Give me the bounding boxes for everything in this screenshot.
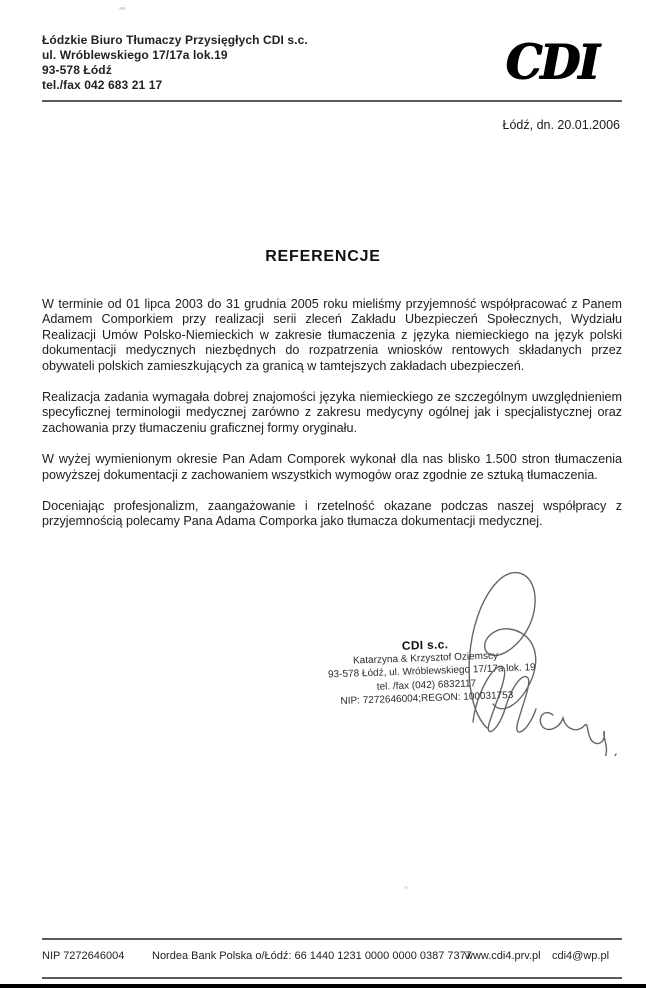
document-title: REFERENCJE [265,248,381,265]
footer-website: www.cdi4.prv.pl [465,950,541,962]
letterhead-address-block [42,33,308,93]
company-name: Łódzkie Biuro Tłumaczy Przysięgłych CDI s.c. [42,33,308,47]
company-phone: tel./fax 042 683 21 17 [42,78,163,92]
handwritten-signature [447,566,637,756]
stamp-company-name: CDI s.c. [401,637,449,653]
stamp-ids: NIP: 7272646004;REGON: 100031753 [340,689,514,707]
paragraph-4: Doceniając profesjonalizm, zaangażowanie i rzetelność okazane podczas naszej współpracy z przyjemnością polecamy Pana Adama Comporka jako tłumacza dokumentacji medycznej. [42,499,622,529]
footer-bank-account: Nordea Bank Polska o/Łódź: 66 1440 1231 0000 0000 0387 7377 [152,950,472,962]
footer-email: cdi4@wp.pl [552,950,610,962]
stamp-owners: Katarzyna & Krzysztof Oziemscy [352,650,499,667]
paragraph-3: W wyżej wymienionym okresie Pan Adam Comporek wykonał dla nas blisko 1.500 stron tłumaczenia powyższej dokumentacji z zachowaniem wszystkich wymogów oraz zgodnie ze sztuką tłumaczenia. [42,452,622,482]
footer-divider-bottom [42,977,622,979]
company-street: ul. Wróblewskiego 17/17a lok.19 [42,48,228,62]
letter-body [42,297,622,546]
scan-bottom-edge [0,984,646,988]
company-city: 93-578 Łódź [42,63,112,77]
scan-artifact [404,886,408,889]
paragraph-2: Realizacja zadania wymagała dobrej znajomości języka niemieckiego ze szczególnym uwzględnieniem specyficznej terminologii medycznej zarówno z zakresu medycyny ogólnej jak i specjalistycznej oraz zachowania przy tłumaczeniu graficznej formy oryginału. [42,390,622,435]
date-line: Łódź, dn. 20.01.2006 [502,118,620,132]
stamp-phone: tel. /fax (042) 6832117 [376,677,477,693]
footer-nip: NIP 7272646004 [42,950,125,962]
scan-artifact [119,7,126,10]
paragraph-1: W terminie od 01 lipca 2003 do 31 grudnia 2005 roku mieliśmy przyjemność współpracować z Panem Adamem Comporkiem przy realizacji serii zleceń Zakładu Ubezpieczeń Społecznych, Wydziału Realizacji Umów Polsko-Niemieckich w zakresie tłumaczenia z języka niemieckiego na język polski dokumentacji medycznych niezbędnych do rozpatrzenia wniosków rentowych składanych przez obywateli polskich zamieszkujących za granicą w tamtejszych zakładach ubezpieczeń. [42,297,622,373]
header-divider [42,100,622,102]
stamp-address: 93-578 Łódź, ul. Wróblewskiego 17/17a lok. 19 [327,662,536,681]
cdi-logo: CDI [506,33,599,91]
footer-divider-top [42,938,622,940]
